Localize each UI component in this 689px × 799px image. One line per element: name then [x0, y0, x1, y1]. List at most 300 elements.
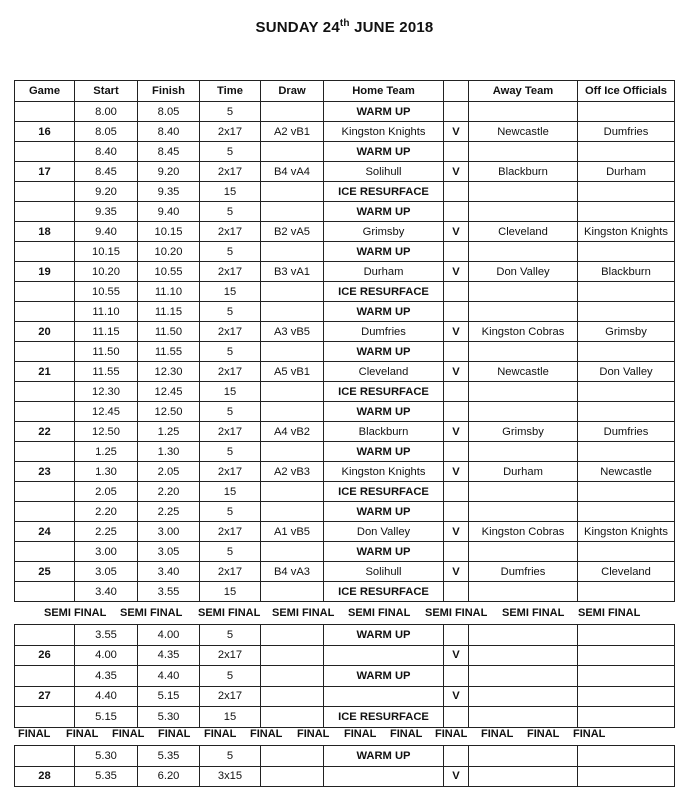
cell-officials: [578, 645, 675, 666]
cell-versus: [444, 382, 469, 402]
final-banner-label: FINAL: [435, 728, 468, 740]
cell-finish: 2.25: [138, 502, 200, 522]
cell-versus: [444, 502, 469, 522]
cell-versus: V: [444, 422, 469, 442]
cell-start: 5.30: [75, 746, 138, 767]
cell-time: 15: [200, 182, 261, 202]
cell-start: 4.40: [75, 686, 138, 707]
cell-time: 15: [200, 482, 261, 502]
semi-banner-label: SEMI FINAL: [502, 607, 565, 619]
cell-finish: 4.35: [138, 645, 200, 666]
cell-start: 4.35: [75, 666, 138, 687]
cell-finish: 12.30: [138, 362, 200, 382]
cell-finish: 2.05: [138, 462, 200, 482]
cell-draw: [261, 402, 324, 422]
cell-time: 5: [200, 242, 261, 262]
cell-game: [15, 666, 75, 687]
cell-start: 10.20: [75, 262, 138, 282]
cell-start: 11.55: [75, 362, 138, 382]
cell-time: 2x17: [200, 686, 261, 707]
cell-home-team: WARM UP: [324, 242, 444, 262]
cell-draw: B2 vA5: [261, 222, 324, 242]
cell-time: 15: [200, 582, 261, 602]
final-table: [14, 745, 675, 787]
cell-away-team: Newcastle: [469, 362, 578, 382]
cell-game: [15, 482, 75, 502]
cell-draw: [261, 542, 324, 562]
semi-banner-label: SEMI FINAL: [578, 607, 641, 619]
cell-away-team: Dumfries: [469, 562, 578, 582]
semi-banner-label: SEMI FINAL: [272, 607, 335, 619]
cell-time: 5: [200, 625, 261, 646]
semi-banner-label: SEMI FINAL: [120, 607, 183, 619]
cell-home-team: ICE RESURFACE: [324, 282, 444, 302]
table-row: [15, 442, 675, 462]
cell-home-team: WARM UP: [324, 502, 444, 522]
cell-home-team: Kingston Knights: [324, 122, 444, 142]
cell-draw: [261, 282, 324, 302]
cell-finish: 11.15: [138, 302, 200, 322]
cell-game: [15, 202, 75, 222]
cell-home-team: [324, 686, 444, 707]
cell-officials: Blackburn: [578, 262, 675, 282]
table-row: [15, 382, 675, 402]
semi-banner-label: SEMI FINAL: [348, 607, 411, 619]
header-versus: [444, 81, 469, 102]
final-banner-label: FINAL: [344, 728, 377, 740]
cell-home-team: WARM UP: [324, 746, 444, 767]
cell-game: 25: [15, 562, 75, 582]
cell-versus: [444, 142, 469, 162]
cell-time: 5: [200, 666, 261, 687]
cell-officials: [578, 142, 675, 162]
cell-time: 2x17: [200, 262, 261, 282]
cell-draw: A4 vB2: [261, 422, 324, 442]
cell-start: 2.25: [75, 522, 138, 542]
final-banner-label: FINAL: [573, 728, 606, 740]
table-header: [15, 81, 675, 102]
cell-game: 17: [15, 162, 75, 182]
cell-finish: 11.55: [138, 342, 200, 362]
cell-finish: 4.40: [138, 666, 200, 687]
cell-officials: Kingston Knights: [578, 222, 675, 242]
cell-officials: Cleveland: [578, 562, 675, 582]
final-banner: [0, 725, 689, 745]
cell-start: 2.20: [75, 502, 138, 522]
cell-draw: A2 vB3: [261, 462, 324, 482]
cell-start: 11.50: [75, 342, 138, 362]
cell-versus: V: [444, 686, 469, 707]
cell-versus: [444, 282, 469, 302]
cell-versus: [444, 182, 469, 202]
cell-start: 10.55: [75, 282, 138, 302]
cell-home-team: WARM UP: [324, 666, 444, 687]
cell-home-team: WARM UP: [324, 142, 444, 162]
cell-away-team: [469, 302, 578, 322]
cell-home-team: Grimsby: [324, 222, 444, 242]
cell-home-team: Durham: [324, 262, 444, 282]
cell-game: [15, 242, 75, 262]
cell-time: 5: [200, 442, 261, 462]
cell-draw: [261, 242, 324, 262]
cell-versus: [444, 542, 469, 562]
cell-home-team: WARM UP: [324, 102, 444, 122]
cell-away-team: Cleveland: [469, 222, 578, 242]
cell-time: 2x17: [200, 562, 261, 582]
cell-home-team: Blackburn: [324, 422, 444, 442]
table-row: [15, 142, 675, 162]
cell-time: 2x17: [200, 422, 261, 442]
cell-away-team: [469, 442, 578, 462]
cell-home-team: WARM UP: [324, 625, 444, 646]
cell-start: 8.40: [75, 142, 138, 162]
cell-versus: [444, 202, 469, 222]
cell-home-team: Dumfries: [324, 322, 444, 342]
cell-draw: [261, 102, 324, 122]
semi-banner-label: SEMI FINAL: [425, 607, 488, 619]
cell-finish: 3.40: [138, 562, 200, 582]
cell-away-team: Don Valley: [469, 262, 578, 282]
cell-game: [15, 142, 75, 162]
cell-start: 1.30: [75, 462, 138, 482]
final-banner-label: FINAL: [527, 728, 560, 740]
semi-banner-label: SEMI FINAL: [198, 607, 261, 619]
cell-game: 20: [15, 322, 75, 342]
cell-officials: Dumfries: [578, 422, 675, 442]
cell-away-team: [469, 102, 578, 122]
table-row: [15, 502, 675, 522]
cell-draw: [261, 502, 324, 522]
cell-start: 3.40: [75, 582, 138, 602]
cell-officials: [578, 282, 675, 302]
cell-officials: [578, 686, 675, 707]
cell-start: 3.00: [75, 542, 138, 562]
cell-draw: B4 vA4: [261, 162, 324, 182]
cell-draw: [261, 142, 324, 162]
cell-versus: V: [444, 162, 469, 182]
table-row: [15, 302, 675, 322]
cell-time: 3x15: [200, 766, 261, 787]
cell-draw: [261, 202, 324, 222]
final-banner-label: FINAL: [18, 728, 51, 740]
cell-game: 28: [15, 766, 75, 787]
cell-draw: [261, 625, 324, 646]
cell-start: 10.15: [75, 242, 138, 262]
cell-away-team: [469, 202, 578, 222]
cell-away-team: [469, 142, 578, 162]
cell-draw: B3 vA1: [261, 262, 324, 282]
final-banner-label: FINAL: [297, 728, 330, 740]
final-banner-label: FINAL: [481, 728, 514, 740]
cell-away-team: Durham: [469, 462, 578, 482]
cell-versus: [444, 342, 469, 362]
cell-finish: 5.30: [138, 707, 200, 728]
cell-start: 1.25: [75, 442, 138, 462]
cell-officials: [578, 302, 675, 322]
cell-time: 5: [200, 402, 261, 422]
cell-draw: [261, 766, 324, 787]
cell-officials: [578, 442, 675, 462]
cell-finish: 5.35: [138, 746, 200, 767]
cell-game: [15, 282, 75, 302]
cell-officials: [578, 182, 675, 202]
cell-draw: A5 vB1: [261, 362, 324, 382]
cell-away-team: [469, 625, 578, 646]
cell-finish: 6.20: [138, 766, 200, 787]
cell-time: 2x17: [200, 322, 261, 342]
header-finish: Finish: [138, 81, 200, 102]
semi-final-table: [14, 624, 675, 728]
cell-officials: [578, 582, 675, 602]
header-home-team: Home Team: [324, 81, 444, 102]
cell-officials: Kingston Knights: [578, 522, 675, 542]
cell-start: 8.00: [75, 102, 138, 122]
cell-away-team: [469, 502, 578, 522]
cell-finish: 3.05: [138, 542, 200, 562]
cell-game: [15, 746, 75, 767]
cell-game: 16: [15, 122, 75, 142]
cell-officials: Grimsby: [578, 322, 675, 342]
cell-game: 22: [15, 422, 75, 442]
table-row: [15, 766, 675, 787]
table-row: [15, 666, 675, 687]
cell-home-team: ICE RESURFACE: [324, 182, 444, 202]
cell-finish: 10.55: [138, 262, 200, 282]
cell-time: 5: [200, 746, 261, 767]
cell-versus: V: [444, 462, 469, 482]
cell-time: 15: [200, 282, 261, 302]
table-row: [15, 202, 675, 222]
cell-officials: [578, 666, 675, 687]
cell-draw: [261, 686, 324, 707]
cell-versus: V: [444, 562, 469, 582]
cell-draw: [261, 182, 324, 202]
final-banner-label: FINAL: [158, 728, 191, 740]
cell-start: 8.05: [75, 122, 138, 142]
schedule-table: [14, 80, 675, 602]
cell-finish: 8.45: [138, 142, 200, 162]
cell-time: 2x17: [200, 162, 261, 182]
cell-finish: 9.40: [138, 202, 200, 222]
cell-start: 11.15: [75, 322, 138, 342]
cell-finish: 1.25: [138, 422, 200, 442]
cell-home-team: Kingston Knights: [324, 462, 444, 482]
header-officials: Off Ice Officials: [578, 81, 675, 102]
cell-versus: [444, 707, 469, 728]
cell-versus: V: [444, 262, 469, 282]
table-row: [15, 262, 675, 282]
cell-finish: 1.30: [138, 442, 200, 462]
cell-versus: V: [444, 322, 469, 342]
cell-start: 12.30: [75, 382, 138, 402]
cell-home-team: Solihull: [324, 162, 444, 182]
cell-finish: 5.15: [138, 686, 200, 707]
cell-start: 12.45: [75, 402, 138, 422]
cell-officials: [578, 625, 675, 646]
cell-time: 2x17: [200, 122, 261, 142]
table-row: [15, 242, 675, 262]
cell-away-team: [469, 382, 578, 402]
cell-versus: [444, 242, 469, 262]
table-row: [15, 582, 675, 602]
cell-game: 26: [15, 645, 75, 666]
cell-start: 12.50: [75, 422, 138, 442]
table-row: [15, 222, 675, 242]
cell-home-team: ICE RESURFACE: [324, 382, 444, 402]
cell-versus: V: [444, 645, 469, 666]
final-banner-label: FINAL: [66, 728, 99, 740]
cell-finish: 4.00: [138, 625, 200, 646]
cell-time: 5: [200, 302, 261, 322]
cell-game: [15, 382, 75, 402]
header-time: Time: [200, 81, 261, 102]
cell-start: 9.40: [75, 222, 138, 242]
cell-draw: [261, 645, 324, 666]
cell-draw: [261, 442, 324, 462]
table-row: [15, 402, 675, 422]
cell-game: 27: [15, 686, 75, 707]
table-row: [15, 625, 675, 646]
table-row: [15, 342, 675, 362]
semi-final-banner: [0, 604, 689, 624]
header-start: Start: [75, 81, 138, 102]
cell-start: 11.10: [75, 302, 138, 322]
cell-home-team: ICE RESURFACE: [324, 707, 444, 728]
cell-draw: [261, 482, 324, 502]
cell-time: 15: [200, 707, 261, 728]
cell-finish: 12.50: [138, 402, 200, 422]
cell-game: [15, 402, 75, 422]
cell-draw: [261, 666, 324, 687]
cell-versus: V: [444, 766, 469, 787]
cell-away-team: [469, 707, 578, 728]
cell-finish: 3.55: [138, 582, 200, 602]
cell-draw: [261, 707, 324, 728]
cell-officials: [578, 746, 675, 767]
cell-start: 5.35: [75, 766, 138, 787]
table-row: [15, 542, 675, 562]
cell-home-team: WARM UP: [324, 202, 444, 222]
cell-time: 5: [200, 502, 261, 522]
cell-officials: Newcastle: [578, 462, 675, 482]
cell-officials: [578, 707, 675, 728]
cell-versus: V: [444, 362, 469, 382]
cell-finish: 11.10: [138, 282, 200, 302]
table-row: [15, 562, 675, 582]
table-row: [15, 422, 675, 442]
cell-home-team: [324, 645, 444, 666]
cell-finish: 11.50: [138, 322, 200, 342]
cell-time: 2x17: [200, 462, 261, 482]
cell-away-team: [469, 746, 578, 767]
final-banner-label: FINAL: [250, 728, 283, 740]
table-row: [15, 282, 675, 302]
cell-versus: [444, 102, 469, 122]
cell-away-team: [469, 242, 578, 262]
cell-officials: [578, 402, 675, 422]
cell-start: 5.15: [75, 707, 138, 728]
cell-away-team: [469, 342, 578, 362]
cell-start: 3.05: [75, 562, 138, 582]
header-game: Game: [15, 81, 75, 102]
cell-game: [15, 102, 75, 122]
table-row: [15, 102, 675, 122]
cell-versus: [444, 482, 469, 502]
cell-away-team: Newcastle: [469, 122, 578, 142]
cell-away-team: [469, 402, 578, 422]
table-row: [15, 645, 675, 666]
cell-game: [15, 302, 75, 322]
final-banner-label: FINAL: [204, 728, 237, 740]
cell-officials: Dumfries: [578, 122, 675, 142]
cell-start: 4.00: [75, 645, 138, 666]
cell-away-team: [469, 686, 578, 707]
cell-officials: [578, 202, 675, 222]
cell-officials: Durham: [578, 162, 675, 182]
cell-away-team: [469, 182, 578, 202]
cell-finish: 9.35: [138, 182, 200, 202]
cell-start: 9.20: [75, 182, 138, 202]
cell-time: 5: [200, 542, 261, 562]
cell-away-team: [469, 645, 578, 666]
cell-away-team: [469, 582, 578, 602]
cell-home-team: WARM UP: [324, 542, 444, 562]
cell-away-team: [469, 282, 578, 302]
table-row: [15, 686, 675, 707]
table-row: [15, 746, 675, 767]
cell-game: 24: [15, 522, 75, 542]
cell-time: 2x17: [200, 362, 261, 382]
table-row: [15, 462, 675, 482]
header-away-team: Away Team: [469, 81, 578, 102]
final-banner-label: FINAL: [390, 728, 423, 740]
cell-home-team: Cleveland: [324, 362, 444, 382]
cell-away-team: Kingston Cobras: [469, 322, 578, 342]
cell-draw: A1 vB5: [261, 522, 324, 542]
cell-versus: V: [444, 522, 469, 542]
cell-versus: [444, 625, 469, 646]
cell-start: 8.45: [75, 162, 138, 182]
cell-home-team: ICE RESURFACE: [324, 582, 444, 602]
cell-away-team: [469, 666, 578, 687]
table-row: [15, 707, 675, 728]
cell-game: [15, 582, 75, 602]
cell-draw: [261, 342, 324, 362]
cell-time: 15: [200, 382, 261, 402]
cell-home-team: WARM UP: [324, 302, 444, 322]
header-draw: Draw: [261, 81, 324, 102]
cell-start: 3.55: [75, 625, 138, 646]
table-row: [15, 122, 675, 142]
cell-time: 2x17: [200, 522, 261, 542]
cell-time: 5: [200, 342, 261, 362]
cell-game: [15, 542, 75, 562]
cell-versus: V: [444, 222, 469, 242]
final-banner-label: FINAL: [112, 728, 145, 740]
cell-draw: [261, 746, 324, 767]
cell-finish: 10.15: [138, 222, 200, 242]
table-row: [15, 482, 675, 502]
cell-away-team: [469, 542, 578, 562]
cell-finish: 8.40: [138, 122, 200, 142]
cell-away-team: Kingston Cobras: [469, 522, 578, 542]
cell-home-team: ICE RESURFACE: [324, 482, 444, 502]
cell-officials: [578, 242, 675, 262]
cell-officials: [578, 102, 675, 122]
cell-officials: [578, 766, 675, 787]
cell-away-team: [469, 482, 578, 502]
cell-game: [15, 707, 75, 728]
